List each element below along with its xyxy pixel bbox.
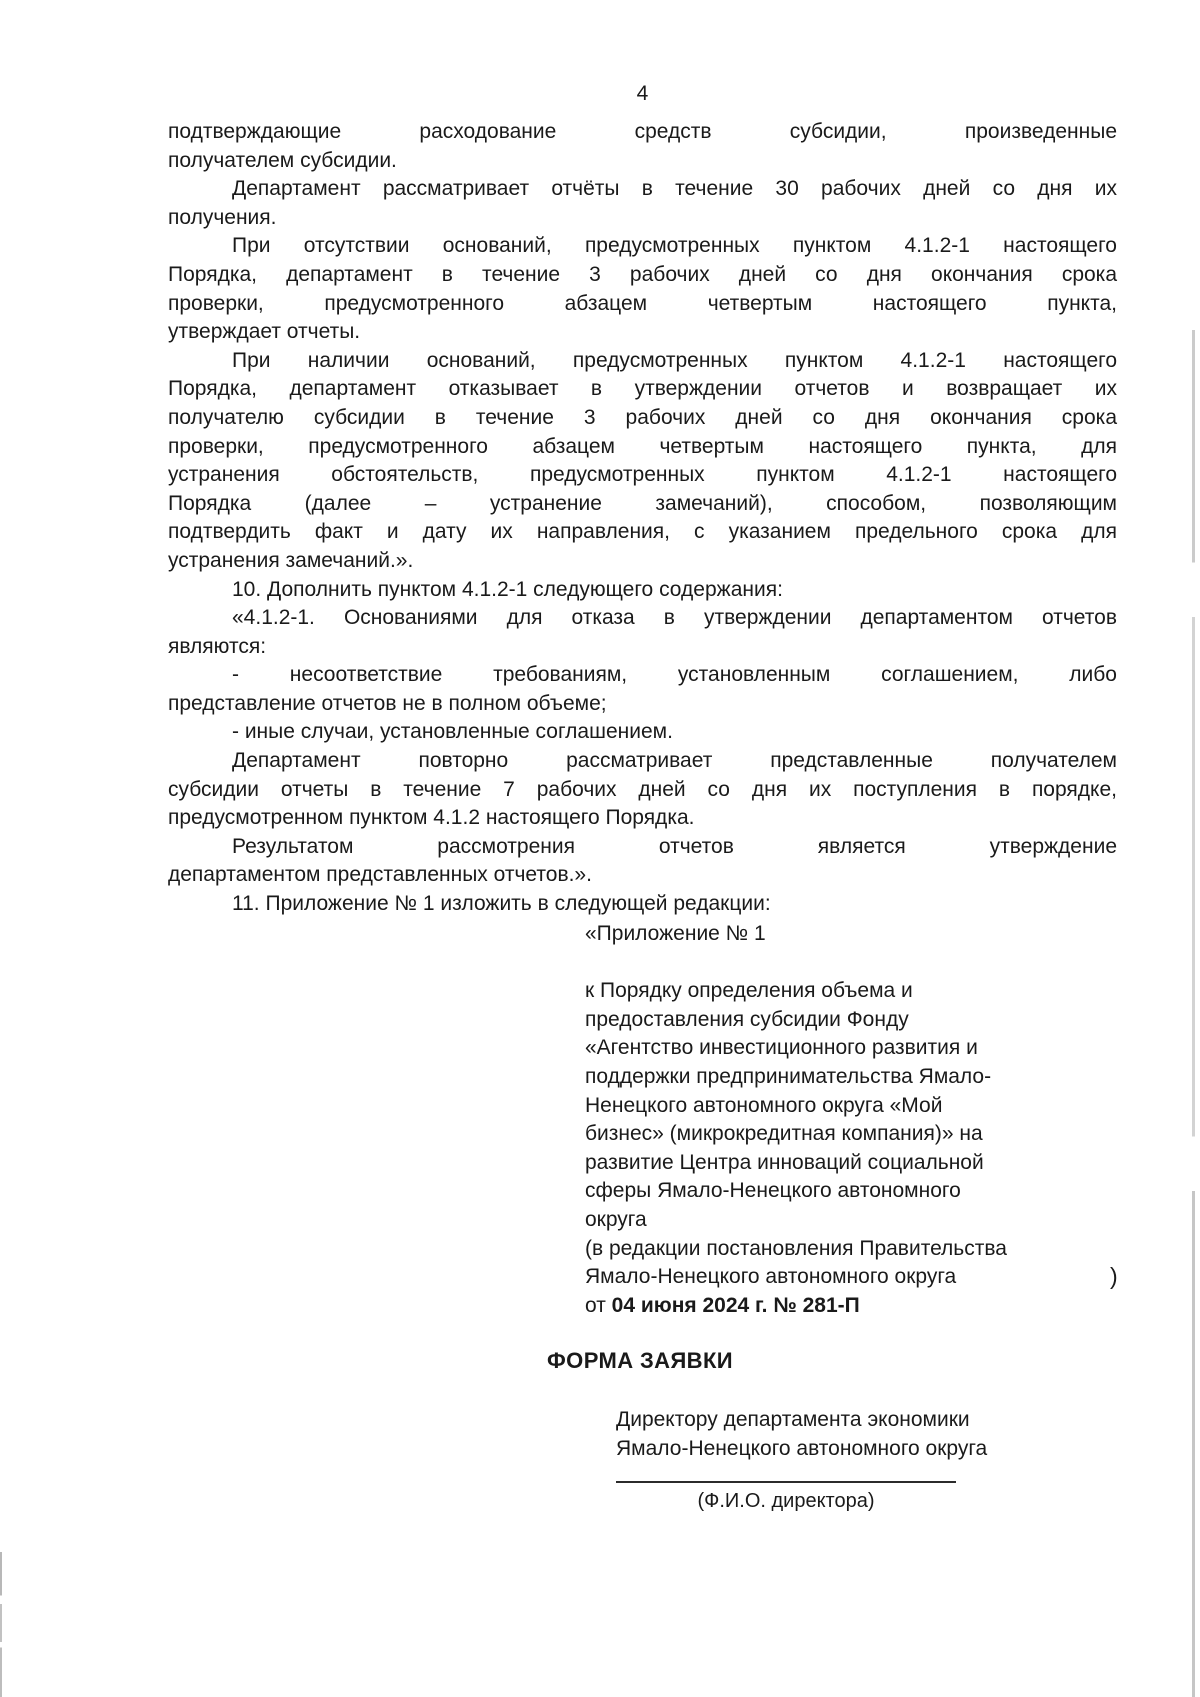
addressee-line: Ямало-Ненецкого автономного округа [616, 1436, 988, 1460]
signature-caption: (Ф.И.О. директора) [697, 1490, 875, 1512]
page-number: 4 [636, 82, 649, 105]
body-text-line: Департамент рассматривает отчёты в течение 30 рабочих дней со дня их [232, 177, 1117, 201]
appendix-date-prefix: от [585, 1293, 612, 1317]
appendix-line: к Порядку определения объема и [585, 979, 913, 1003]
body-text-line: подтверждающие расходование средств субсидии, произведенные [168, 120, 1117, 143]
body-text-line: - несоответствие требованиям, установленным соглашением, либо [232, 663, 1117, 687]
appendix-line: развитие Центра инноваций социальной [585, 1150, 984, 1174]
appendix-line: поддержки предпринимательства Ямало- [585, 1064, 992, 1088]
body-text-line: подтвердить факт и дату их направления, с указанием предельного срока для [168, 520, 1117, 544]
body-text-line: утверждает отчеты. [168, 320, 361, 344]
body-text-line: являются: [168, 634, 267, 658]
form-heading: ФОРМА ЗАЯВКИ [547, 1348, 734, 1373]
addressee-block [616, 1406, 1036, 1463]
body-text-line: предусмотренном пунктом 4.1.2 настоящего Порядка. [168, 806, 695, 830]
scan-artifact-right-edge [1192, 330, 1195, 1697]
appendix-line: бизнес» (микрокредитная компания)» на [585, 1122, 983, 1146]
signature-line [616, 1481, 956, 1483]
body-text-line: Результатом рассмотрения отчетов является утверждение [232, 834, 1117, 858]
body-text-line: получателем субсидии. [168, 148, 397, 172]
appendix-date-line [585, 1292, 1125, 1321]
scan-artifact-left-edge [0, 1552, 2, 1697]
body-text-line: получателю субсидии в течение 3 рабочих дней со дня окончания срока [168, 405, 1117, 429]
body-text-line: субсидии отчеты в течение 7 рабочих дней со дня их поступления в порядке, [168, 777, 1117, 801]
appendix-line: предоставления субсидии Фонду [585, 1007, 909, 1031]
appendix-line: «Агентство инвестиционного развития и [585, 1036, 978, 1060]
body-text-line: 11. Приложение № 1 изложить в следующей редакции: [232, 892, 771, 916]
body-text-line: «4.1.2-1. Основаниями для отказа в утверждении департаментом отчетов [232, 606, 1117, 630]
body-text-line: - иные случаи, установленные соглашением. [232, 720, 673, 744]
appendix-line: (в редакции постановления Правительства [585, 1236, 1007, 1260]
body-text-line: 10. Дополнить пунктом 4.1.2-1 следующего содержания: [232, 577, 783, 601]
closing-paren: ) [1110, 1263, 1118, 1289]
body-text-line: представление отчетов не в полном объеме; [168, 691, 607, 715]
body-text-line: проверки, предусмотренного абзацем четвертым настоящего пункта, для [168, 434, 1117, 458]
addressee-line: Директору департамента экономики [616, 1408, 970, 1431]
appendix-date-bold: 04 июня 2024 г. № 281-П [611, 1293, 860, 1317]
appendix-line: Ненецкого автономного округа «Мой [585, 1093, 943, 1117]
body-text-line: При отсутствии оснований, предусмотренных пунктом 4.1.2-1 настоящего [232, 234, 1117, 258]
body-text-line: Порядка, департамент отказывает в утверждении отчетов и возвращает их [168, 377, 1117, 401]
body-text-line: Порядка, департамент в течение 3 рабочих дней со дня окончания срока [168, 262, 1117, 286]
appendix-lines [585, 977, 1125, 1292]
appendix-line: сферы Ямало-Ненецкого автономного [585, 1179, 961, 1203]
body-text-line: Департамент повторно рассматривает представленные получателем [232, 749, 1117, 773]
appendix-line: округа [585, 1207, 647, 1231]
appendix-spacer [585, 949, 1125, 978]
body-text-line: При наличии оснований, предусмотренных пунктом 4.1.2-1 настоящего [232, 348, 1117, 372]
appendix-block [585, 920, 1125, 1320]
body-text-line: устранения обстоятельств, предусмотренных пунктом 4.1.2-1 настоящего [168, 463, 1117, 487]
body-text-line: Порядка (далее – устранение замечаний), способом, позволяющим [168, 491, 1117, 515]
appendix-line: Ямало-Ненецкого автономного округа [585, 1265, 957, 1289]
body-text-line: устранения замечаний.». [168, 548, 414, 572]
body-paragraphs [168, 118, 1117, 919]
body-text-line: получения. [168, 205, 277, 229]
body-text-line: департаментом представленных отчетов.». [168, 863, 592, 887]
body-text-line: проверки, предусмотренного абзацем четвертым настоящего пункта, [168, 291, 1117, 315]
appendix-title: «Приложение № 1 [585, 922, 766, 945]
